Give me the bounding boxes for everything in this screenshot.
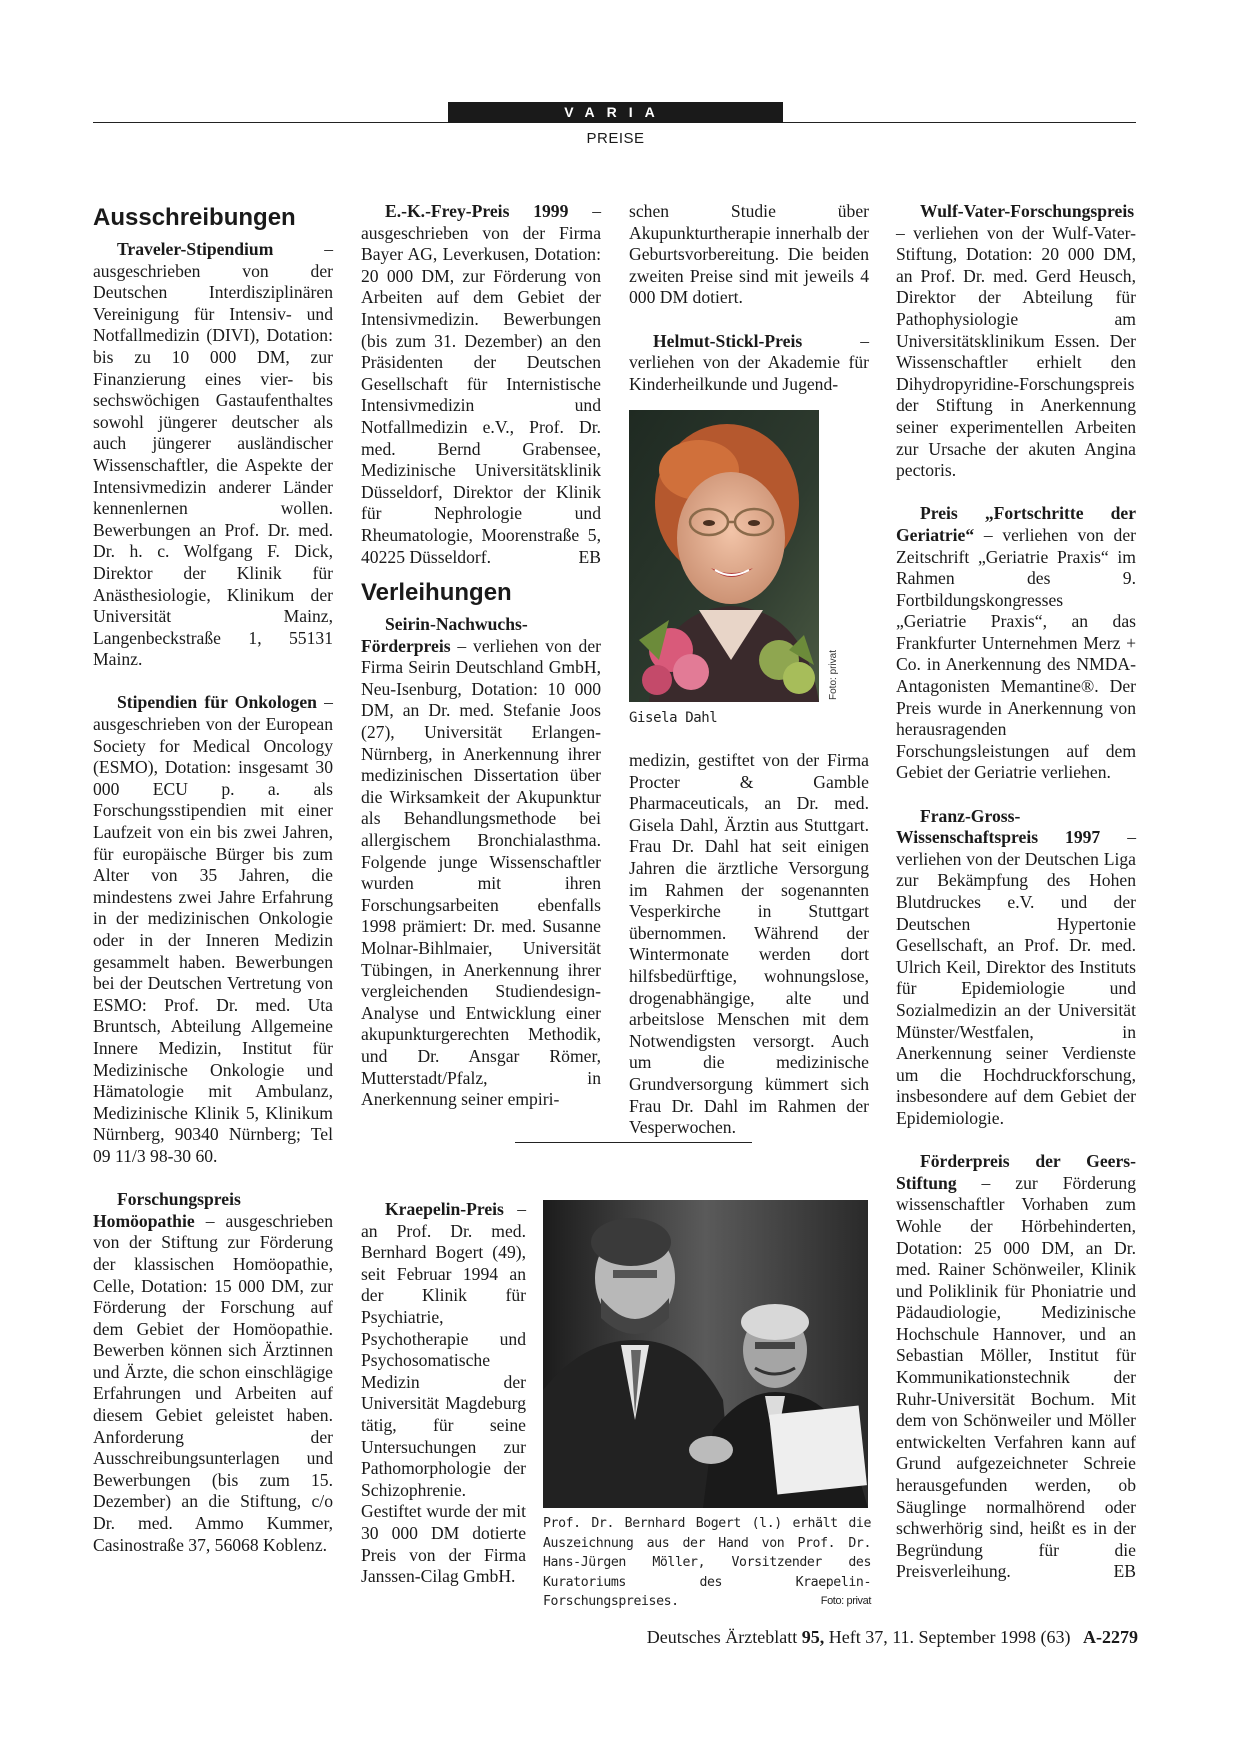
article-title: Helmut-Stickl-Preis xyxy=(653,330,803,351)
article-stickl-continued: medizin, gestiftet von der Firma Procter & Gamble Pharmaceuticals, an Dr. med. Gisela Dahl, Ärztin aus Stuttgart. Frau Dr. Dahl hat seit einigen Jahren die ärztliche Versorgung im Rahmen der sogenannten Vesperkirche in Stuttgart übernommen. Während der Wintermonate werden dort hilfsbedürftige, wohnungslose, drogenabhängige, alte und arbeitslose Menschen mit dem Notwendigsten versorgt. Auch um die medizinische Grundversorgung kümmert sich Frau Dr. Dahl im Rahmen der Vesperwochen. xyxy=(629,750,869,1138)
journal-name: Deutsches Ärzteblatt xyxy=(646,1627,798,1647)
heading-ausschreibungen: Ausschreibungen xyxy=(93,204,296,231)
article-body: – an Prof. Dr. med. Bernhard Bogert (49), seit Februar 1994 an der Klinik für Psychiatrie, Psychotherapie und Psychosomatische Medizin der Universität Magdeburg tätig, für seine Untersuchungen zur Pathomorphologie der Schizophrenie. Gestiftet wurde der mit 30 000 DM dotierte Preis von der Firma Janssen-Cilag GmbH. xyxy=(361,1199,526,1587)
portrait-image xyxy=(629,410,819,702)
article-body: – ausgeschrieben von der Firma Bayer AG, Leverkusen, Dotation: 20 000 DM, zur Förderung von Arbeiten auf dem Gebiet der Intensivmedizin. Bewerbungen (bis zum 31. Dezember) an den Präsidenten der Deutschen Gesellschaft für Internistische Intensivmedizin und Notfallmedizin e.V., Prof. Dr. med. Bernd Grabensee, Medizinische Universitätsklinik Düsseldorf, Direktor der Klinik für Nephrologie und Rheumatologie, Moorenstraße 5, 40225 Düsseldorf. xyxy=(361,201,601,567)
photo-credit: Foto: privat xyxy=(828,649,839,700)
article-body: – verliehen von der Deutschen Liga zur Bekämpfung des Hohen Blutdruckes e.V. und der Deutschen Hypertonie Gesellschaft, an Prof. Dr. med. Ulrich Keil, Direktor des Instituts für Epidemiologie und Sozialmedizin an der Universität Münster/Westfalen, in Anerkennung seiner Verdienste um die Hochdruckforschung, insbesondere auf dem Gebiet der Epidemiologie. xyxy=(896,827,1136,1128)
portrait-photo-gisela-dahl xyxy=(629,410,819,702)
article-seirin-continued: schen Studie über Akupunkturtherapie innerhalb der Geburtsvorbereitung. Die beiden zweiten Preise sind mit jeweils 4 000 DM dotiert. xyxy=(629,201,869,308)
article-body: – verliehen von der Firma Seirin Deutschland GmbH, Neu-Isenburg, Dotation: 10 000 DM, an Dr. med. Stefanie Joos (27), Universität Erlangen-Nürnberg, in Anerkennung ihrer medizinischen Dissertation über die Wirksamkeit der Akupunktur als Behandlungsmethode bei allergischem Bronchialasthma. Folgende junge Wissenschaftler wurden mit ihren Forschungsarbeiten ebenfalls 1998 prämiert: Dr. med. Susanne Molnar-Bihlmaier, Universität Tübingen, in Anerkennung ihrer vergleichenden Studiendesign-Analyse und Entwicklung einer akupunkturgerechten Methodik, und Dr. Ansgar Römer, Mutterstadt/Pfalz, in Anerkennung seiner empiri- xyxy=(361,635,601,1110)
article-geriatrie xyxy=(896,503,1136,784)
column-3 xyxy=(629,201,869,417)
article-title: Kraepelin-Preis xyxy=(385,1199,504,1219)
page-footer xyxy=(560,1627,1138,1648)
subsection-label: PREISE xyxy=(586,130,645,147)
article-frey-preis xyxy=(361,201,601,568)
article-seirin xyxy=(361,614,601,1111)
article-title: Förderpreis der Geers-Stiftung xyxy=(896,1151,1136,1193)
article-title: Wulf-Vater-Forschungspreis xyxy=(920,201,1135,221)
author-sign: EB xyxy=(1113,1561,1136,1582)
article-body: – zur Förderung wissenschaftler Vorhaben zum Wohle der Hörbehinderten, Dotation: 25 000 DM, an Dr. med. Rainer Schönweiler, Klinik und Poliklinik für Phoniatrie und Pädaudiologie, Medizinische Hochschule Hannover, und an Sebastian Möller, Institut für Kommunikationstechnik der Ruhr-Universität Bochum. Mit dem von Schönweiler und Möller entwickelten Verfahren kann auf Grund aufgezeichneter Schreie herausgefunden werden, ob Säuglinge normalhörend oder schwerhörig sind, heißt es in der Begründung für die Preisverleihung. xyxy=(896,1172,1136,1582)
article-title: Stipendien für Onkologen xyxy=(117,692,317,713)
award-photo-bogert-moeller xyxy=(543,1200,868,1508)
column-2 xyxy=(361,201,601,1132)
article-body: – ausgeschrieben von der Stiftung zur Förderung der klassischen Homöopathie, Celle, Dotation: 15 000 DM, zur Förderung der Forschung auf dem Gebiet der Homöopathie. Bewerben können sich Ärztinnen und Ärzte, die schon einschlägige Erfahrungen und Arbeiten auf diesem Gebiet geleistet haben. Anforderung der Ausschreibungsunterlagen und Bewerbungen (bis zum 15. Dezember) an die Stiftung, c/o Dr. med. Ammo Kummer, Casinostraße 37, 56068 Koblenz. xyxy=(93,1210,333,1555)
heading-verleihungen: Verleihungen xyxy=(361,579,512,607)
award-image xyxy=(543,1200,868,1508)
article-wulf-vater xyxy=(896,201,1136,482)
article-franz-gross xyxy=(896,806,1136,1130)
article-homoeopathie xyxy=(93,1189,333,1556)
photo-credit: Foto: privat xyxy=(820,1595,871,1607)
column-3-lower xyxy=(629,750,869,1160)
article-title: Franz-Gross-Wissenschaftspreis 1997 xyxy=(896,805,1101,848)
section-label: VARIA xyxy=(448,102,783,123)
article-title: Traveler-Stipendium xyxy=(117,239,274,259)
divider-rule xyxy=(515,1142,752,1143)
author-sign: EB xyxy=(578,546,601,567)
article-title: Seirin-Nachwuchs-Förderpreis xyxy=(361,614,528,656)
article-traveler xyxy=(93,239,333,671)
caption-text: Prof. Dr. Bernhard Bogert (l.) erhält die Auszeichnung aus der Hand von Prof. Dr. Hans-Jürgen Möller, Vorsitzender des Kuratoriums des Kraepelin-Forschungspreises. xyxy=(543,1516,871,1609)
photo-caption: Gisela Dahl xyxy=(629,710,718,726)
article-onkologen xyxy=(93,692,333,1167)
photo-caption xyxy=(543,1514,871,1612)
article-body: – verliehen von der Zeitschrift „Geriatrie Praxis“ im Rahmen des 9. Fortbildungskongresses „Geriatrie Praxis“, an das Frankfurter Unternehmen Merz + Co. in Anerkennung des NMDA-Antagonisten Memantine®. Der Preis wurde in Anerkennung von herausragenden Forschungsleistungen auf dem Gebiet der Geriatrie verliehen. xyxy=(896,524,1136,783)
article-body: – ausgeschrieben von der European Society for Medical Oncology (ESMO), Dotation: insgesamt 30 000 ECU p. a. als Forschungsstipendien mit einer Laufzeit von ein bis zwei Jahren, für europäische Bürger bis zum Alter von 35 Jahren, die mindestens zwei Jahre Erfahrung in der medizinischen Onkologie oder in der Inneren Medizin gesammelt haben. Bewerbungen bei der Deutschen Vertretung von ESMO: Prof. Dr. med. Uta Bruntsch, Abteilung Allgemeine Innere Medizin, Institut für Medizinische Onkologie und Hämatologie mit Ambulanz, Medizinische Klinik 5, Klinikum Nürnberg, 90340 Nürnberg; Tel 09 11/3 98-30 60. xyxy=(93,692,333,1166)
article-body: – verliehen von der Wulf-Vater-Stiftung, Dotation: 20 000 DM, an Prof. Dr. med. Gerd Heusch, Direktor der Abteilung für Pathophysiologie am Universitätsklinikum Essen. Der Wissenschaftler erhielt den Dihydropyridine-Forschungspreis der Stiftung in Anerkennung seiner experimentellen Arbeiten zur Ursache der akuten Angina pectoris. xyxy=(896,222,1136,481)
column-2-lower xyxy=(361,1199,526,1609)
article-title: Forschungspreis Homöopathie xyxy=(93,1189,241,1231)
column-1 xyxy=(93,203,333,1578)
journal-volume: 95, xyxy=(801,1627,825,1647)
article-title: E.-K.-Frey-Preis 1999 xyxy=(385,201,569,221)
article-body: – ausgeschrieben von der Deutschen Interdisziplinären Vereinigung für Intensiv- und Notfallmedizin (DIVI), Dotation: bis zu 10 000 DM, zur Finanzierung eines vier- bis sechswöchigen Gastaufenthaltes sowohl jüngerer deutscher als auch jüngerer ausländischer Wissenschaftler, die Aspekte der Intensivmedizin anderer Länder kennenlernen wollen. Bewerbungen an Prof. Dr. med. Dr. h. c. Wolfgang F. Dick, Direktor der Klinik für Anästhesiologie, Klinikum der Universität Mainz, Langenbeckstraße 1, 55131 Mainz. xyxy=(93,239,333,670)
article-kraepelin xyxy=(361,1199,526,1588)
article-body: – verliehen von der Akademie für Kinderheilkunde und Jugend- xyxy=(629,330,869,394)
page-number: A-2279 xyxy=(1083,1627,1138,1647)
column-4 xyxy=(896,201,1136,1605)
journal-issue: Heft 37, 11. September 1998 (63) xyxy=(828,1627,1071,1647)
article-stickl xyxy=(629,331,869,396)
article-title: Preis „Fortschritte der Geriatrie“ xyxy=(896,503,1136,545)
article-geers xyxy=(896,1151,1136,1583)
